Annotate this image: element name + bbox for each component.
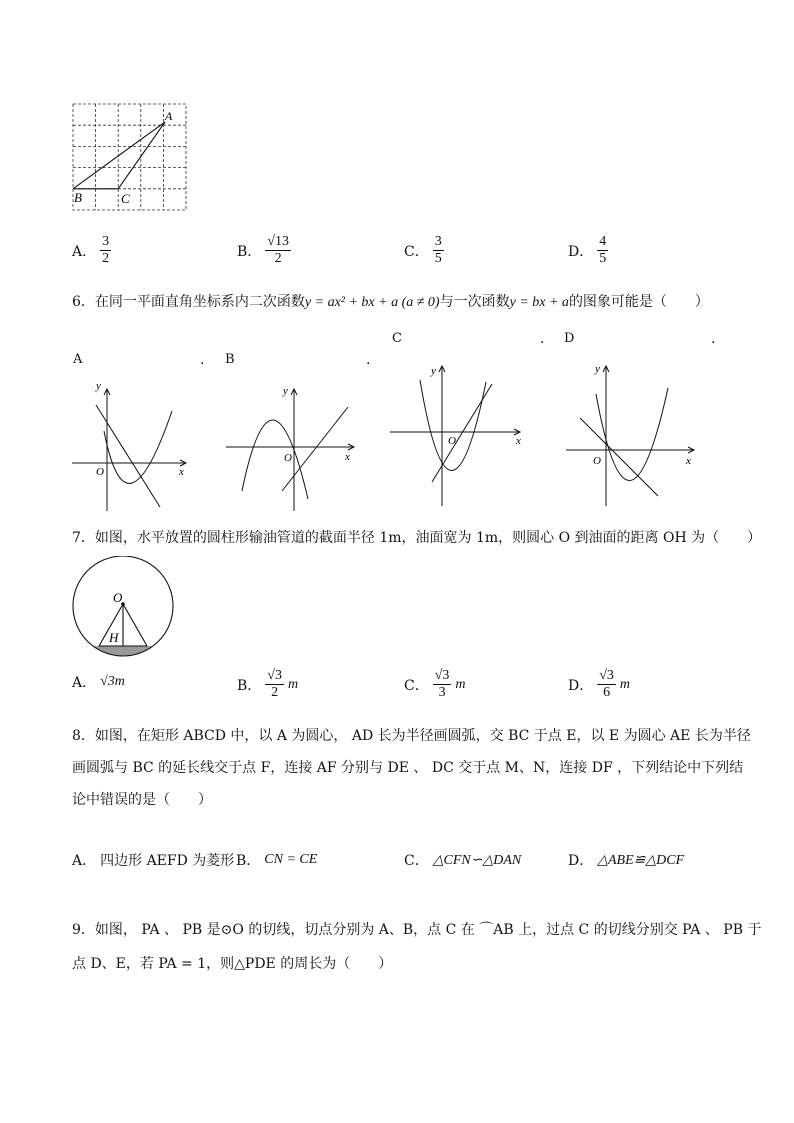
q6-b-origin: O [284,452,292,464]
q7-question: 7．如图，水平放置的圆柱形输油管道的截面半径 1m，油面宽为 1m，则圆心 O 到油面的距离 OH 为（ ） [72,530,762,546]
q6-a-x-label: x [179,466,184,478]
q5-label-a: A [165,109,173,123]
q7-option-c[interactable] [404,668,466,701]
q6-question [72,292,709,313]
q8-option-b-letter: B． [236,853,261,869]
q8-option-b[interactable] [236,850,317,870]
q8-option-d-letter: D． [568,853,594,869]
q7-option-b[interactable] [237,668,298,701]
q5-option-b-fraction: $\frac{√13}{2}$ [267,234,289,266]
q6-text-mid: 与一次函数 [439,294,510,310]
q6-graph-c[interactable] [388,360,528,510]
q5-grid-figure [70,100,192,212]
q7-option-d[interactable] [568,668,630,701]
q5-option-a-letter: A． [72,243,97,260]
q8-question-line2: 画圆弧与 BC 的延长线交于点 F，连接 AF 分别与 DE 、 DC 交于点 M、N，连接 DF ，下列结论中下列结 [72,760,744,776]
q6-graph-a[interactable] [66,375,196,515]
q7-label-o: O [113,590,123,605]
q6-b-x-label: x [345,451,350,463]
q7-option-b-letter: B． [237,677,262,694]
q9-question-line2: 点 D、E，若 PA = 1，则△PDE 的周长为（ ） [72,956,393,972]
q5-option-d-letter: D． [568,243,594,260]
q8-option-c-letter: C． [404,853,429,869]
q5-option-c-fraction: $\frac{3}{5}$ [434,234,442,266]
q5-option-a[interactable] [72,234,111,267]
q7-option-b-fraction: $\frac{√3}{2}$ [267,668,282,700]
q6-dot-a: . [200,352,205,368]
q5-option-b-letter: B． [237,243,262,260]
q7-option-b-unit: m [287,676,299,692]
q5-option-d-fraction: $\frac{4}{5}$ [599,234,607,266]
q6-graph-b[interactable] [222,375,362,515]
q7-option-a[interactable] [72,672,125,692]
q6-text-after: 的图象可能是（ ） [568,294,709,310]
q5-label-c: C [121,191,130,206]
q6-b-y-label: y [283,385,288,397]
q8-option-c-value: △CFN∽△DAN [432,852,522,868]
q6-label-c: C [392,331,402,346]
q7-option-d-letter: D． [568,677,594,694]
q7-option-a-value: √3m [100,674,125,689]
q8-question-line3: 论中错误的是（ ） [72,792,212,808]
q7-option-c-letter: C． [404,677,429,694]
q6-label-a: A [73,352,83,367]
q8-option-d[interactable] [568,850,684,870]
q6-label-b: B [225,352,235,367]
q6-dot-d: . [711,331,716,347]
q5-option-d[interactable] [568,234,608,267]
q7-pipe-figure [70,556,180,658]
q6-c-x-label: x [516,435,521,447]
q7-label-h: H [109,630,119,645]
q8-option-a[interactable] [72,850,234,870]
q8-question-line1: 8．如图，在矩形 ABCD 中，以 A 为圆心， AD 长为半径画圆弧，交 BC 于点 E，以 E 为圆心 AE 长为半径 [72,728,751,744]
q5-option-a-fraction: $\frac{3}{2}$ [102,234,110,266]
q7-option-d-unit: m [619,676,631,692]
q6-d-x-label: x [686,455,691,467]
q6-c-y-label: y [431,365,436,377]
q6-dot-b: . [366,352,371,368]
q5-option-c[interactable] [404,234,444,267]
q7-option-a-letter: A． [72,675,97,691]
q8-option-a-value: 四边形 AEFD 为菱形 [100,853,235,869]
q6-graph-d[interactable] [560,360,700,510]
q6-text-before: 6．在同一平面直角坐标系内二次函数 [72,294,305,310]
q8-option-c[interactable] [404,850,521,870]
q8-option-d-value: △ABE≌△DCF [597,852,685,868]
q9-question-line1: 9．如图， PA 、 PB 是⊙O 的切线，切点分别为 A、B，点 C 在 ⌒AB 上，过点 C 的切线分别交 PA 、 PB 于 [72,922,762,938]
q5-label-b: B [74,190,82,205]
q6-c-origin: O [448,435,456,447]
q5-option-b[interactable] [237,234,291,267]
q5-option-c-letter: C． [404,243,429,260]
q7-option-c-fraction: $\frac{√3}{3}$ [434,668,450,700]
q6-math-quadratic: y = ax² + bx + a (a ≠ 0) [304,295,440,310]
q6-dot-c: . [540,331,545,347]
q6-a-origin: O [96,466,104,478]
q6-d-origin: O [593,455,601,467]
q6-a-y-label: y [96,380,101,392]
q7-option-d-fraction: $\frac{√3}{6}$ [599,668,614,700]
q8-option-a-letter: A． [72,853,97,869]
q6-math-linear: y = bx + a [509,295,569,310]
q6-d-y-label: y [595,363,600,375]
q8-option-b-value: CN = CE [264,852,318,867]
q7-option-c-unit: m [455,676,466,692]
q6-label-d: D [564,331,575,346]
